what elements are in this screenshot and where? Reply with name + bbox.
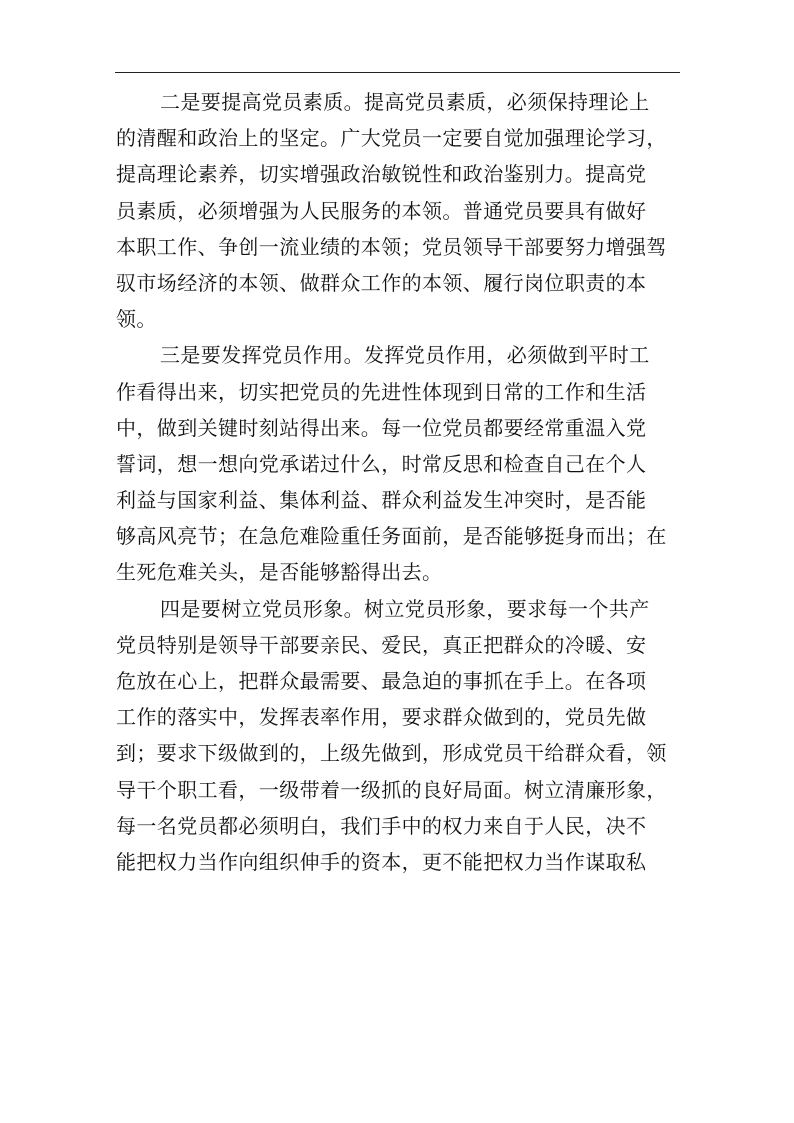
paragraph-line: 领。 bbox=[116, 307, 157, 332]
paragraph-line: 本职工作、争创一流业绩的本领；党员领导干部要努力增强驾 bbox=[116, 234, 667, 259]
paragraph-2 bbox=[116, 337, 676, 590]
paragraph-line: 工作的落实中，发挥表率作用，要求群众做到的，党员先做 bbox=[116, 705, 647, 730]
paragraph-line: 的清醒和政治上的坚定。广大党员一定要自觉加强理论学习， bbox=[116, 126, 667, 151]
paragraph-line: 誓词，想一想向党承诺过什么，时常反思和检查自己在个人 bbox=[116, 451, 647, 476]
paragraph-line: 能把权力当作向组织伸手的资本，更不能把权力当作谋取私 bbox=[116, 849, 647, 874]
paragraph-line: 驭市场经济的本领、做群众工作的本领、履行岗位职责的本 bbox=[116, 270, 647, 295]
paragraph-line: 导干个职工看，一级带着一级抓的良好局面。树立清廉形象， bbox=[116, 777, 667, 802]
paragraph-3 bbox=[116, 591, 676, 881]
paragraph-line: 每一名党员都必须明白，我们手中的权力来自于人民，决不 bbox=[116, 813, 647, 838]
paragraph-line: 提高理论素养，切实增强政治敏锐性和政治鉴别力。提高党 bbox=[116, 162, 647, 187]
paragraph-line: 作看得出来，切实把党员的先进性体现到日常的工作和生活 bbox=[116, 379, 647, 404]
paragraph-line: 生死危难关头，是否能够豁得出去。 bbox=[116, 560, 443, 585]
document-body bbox=[116, 84, 676, 880]
header-rule bbox=[115, 72, 680, 73]
paragraph-line: 三是要发挥党员作用。发挥党员作用，必须做到平时工 bbox=[160, 343, 650, 368]
paragraph-line: 够高风亮节；在急危难险重任务面前，是否能够挺身而出；在 bbox=[116, 524, 667, 549]
paragraph-line: 员素质，必须增强为人民服务的本领。普通党员要具有做好 bbox=[116, 198, 647, 223]
paragraph-line: 危放在心上，把群众最需要、最急迫的事抓在手上。在各项 bbox=[116, 669, 647, 693]
paragraph-line: 四是要树立党员形象。树立党员形象，要求每一个共产 bbox=[160, 596, 650, 621]
paragraph-1 bbox=[116, 84, 676, 337]
paragraph-line: 党员特别是领导干部要亲民、爱民，真正把群众的冷暖、安 bbox=[116, 632, 647, 657]
paragraph-line: 中，做到关键时刻站得出来。每一位党员都要经常重温入党 bbox=[116, 415, 647, 440]
paragraph-line: 到；要求下级做到的，上级先做到，形成党员干给群众看，领 bbox=[116, 741, 667, 766]
paragraph-line: 二是要提高党员素质。提高党员素质，必须保持理论上 bbox=[160, 90, 650, 114]
paragraph-line: 利益与国家利益、集体利益、群众利益发生冲突时，是否能 bbox=[116, 488, 647, 513]
